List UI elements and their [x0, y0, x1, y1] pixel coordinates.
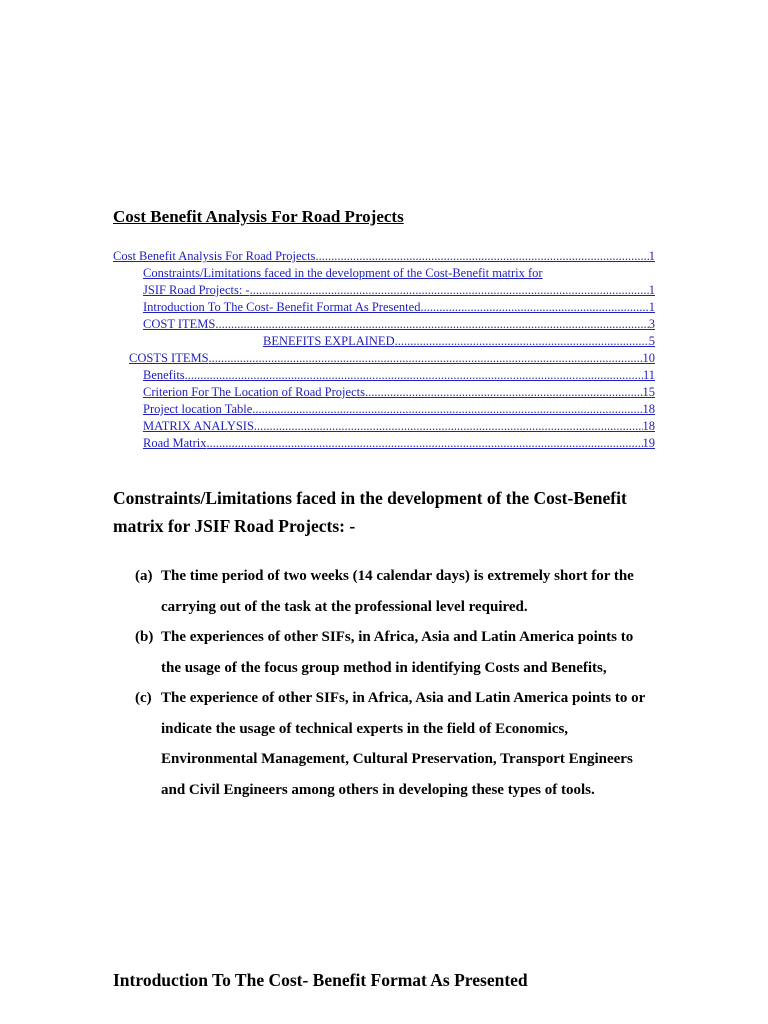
toc-leader-dots [215, 316, 648, 333]
toc-entry-label: Introduction To The Cost- Benefit Format As Presented [143, 300, 421, 314]
toc-entry-project-location-table[interactable] [113, 401, 655, 418]
toc-entry-label: MATRIX ANALYSIS [143, 419, 254, 433]
list-item [135, 683, 655, 805]
toc-entry-page: 1 [648, 249, 655, 263]
toc-entry-benefits-explained[interactable] [113, 333, 655, 350]
toc-entry-matrix-analysis[interactable] [113, 418, 655, 435]
list-item-text: The experiences of other SIFs, in Africa, Asia and Latin America points to the usage of the focus group method in identifying Costs and Benefits, [161, 629, 634, 676]
list-marker: (b) [135, 629, 154, 645]
toc-leader-dots [365, 384, 643, 401]
toc-entry-introduction[interactable] [113, 299, 655, 316]
toc-entry-cost-benefit-analysis[interactable] [113, 248, 655, 265]
toc-entry-page: 19 [642, 436, 655, 450]
list-marker: (c) [135, 690, 152, 706]
toc-entry-benefits[interactable] [113, 367, 655, 384]
toc-entry-costs-items[interactable] [113, 350, 655, 367]
constraints-list [135, 561, 655, 805]
toc-entry-label: Project location Table [143, 402, 253, 416]
toc-leader-dots [395, 333, 649, 350]
toc-leader-dots [315, 248, 648, 265]
document-title: Cost Benefit Analysis For Road Projects [113, 207, 404, 226]
toc-leader-dots [252, 401, 642, 418]
toc-entry-label: COST ITEMS [143, 317, 216, 331]
list-item [135, 622, 655, 683]
list-marker: (a) [135, 568, 153, 584]
toc-entry-constraints[interactable] [113, 282, 655, 299]
toc-entry-criterion-location[interactable] [113, 384, 655, 401]
toc-leader-dots [209, 350, 643, 367]
toc-entry-page: 18 [642, 402, 655, 416]
toc-entry-page: 10 [642, 351, 655, 365]
toc-entry-label: Benefits [143, 368, 185, 382]
toc-entry-page: 18 [642, 419, 655, 433]
toc-leader-dots [254, 418, 643, 435]
toc-entry-page: 1 [648, 283, 655, 297]
toc-leader-dots [250, 282, 649, 299]
list-item-text: The time period of two weeks (14 calendar days) is extremely short for the carrying out of the task at the professional level required. [161, 568, 634, 615]
toc-entry-label: Cost Benefit Analysis For Road Projects [113, 249, 316, 263]
toc-leader-dots [420, 299, 648, 316]
toc-entry-page: 15 [642, 385, 655, 399]
section-heading-constraints: Constraints/Limitations faced in the development of the Cost-Benefit matrix for JSIF Road Projects: - [113, 488, 627, 536]
list-item [135, 561, 655, 622]
toc-entry-label: Road Matrix [143, 436, 207, 450]
table-of-contents [113, 248, 655, 452]
toc-entry-page: 3 [648, 317, 655, 331]
toc-entry-label: BENEFITS EXPLAINED [263, 334, 395, 348]
toc-entry-label: Criterion For The Location of Road Projects [143, 385, 365, 399]
section-heading-introduction: Introduction To The Cost- Benefit Format As Presented [113, 970, 528, 990]
toc-entry-cost-items[interactable] [113, 316, 655, 333]
list-item-text: The experience of other SIFs, in Africa, Asia and Latin America points to or indicate the usage of technical experts in the field of Economics, Environmental Management, Cultural Preservation, Transport Engineers and Civil Engineers among others in developing these types of tools. [161, 690, 646, 798]
toc-entry-page: 11 [642, 368, 655, 382]
toc-entry-constraints-line1[interactable]: Constraints/Limitations faced in the development of the Cost-Benefit matrix for [143, 266, 543, 280]
toc-entry-road-matrix[interactable] [113, 435, 655, 452]
toc-leader-dots [185, 367, 643, 384]
toc-entry-label: JSIF Road Projects: - [143, 283, 250, 297]
toc-leader-dots [207, 435, 643, 452]
toc-entry-page: 1 [648, 300, 655, 314]
toc-entry-label: COSTS ITEMS [129, 351, 209, 365]
toc-entry-page: 5 [648, 334, 655, 348]
